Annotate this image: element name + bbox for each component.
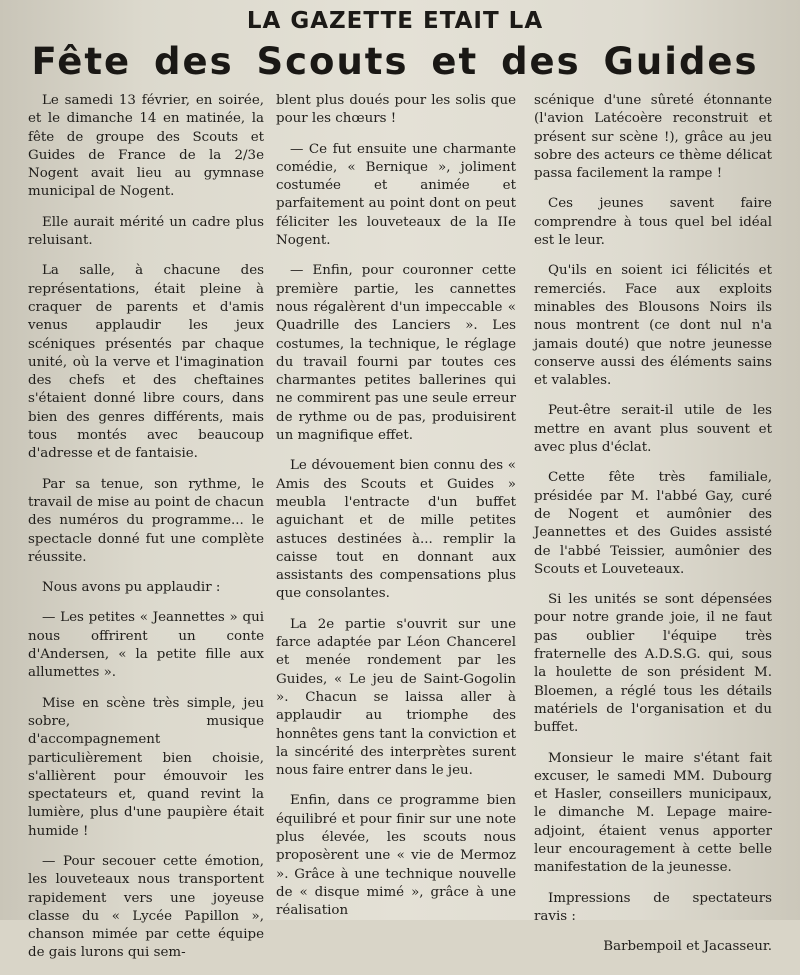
paragraph: — Les petites « Jeannettes » qui nous offrirent un conte d'Andersen, « la petite fille aux allumettes ». xyxy=(28,610,264,681)
article-column-1 xyxy=(28,92,264,975)
paragraph: Cette fête très familiale, présidée par M. l'abbé Gay, curé de Nogent et aumônier des Jeannettes et des Guides assisté de l'abbé Teissier, aumônier des Scouts et Louveteaux. xyxy=(534,470,772,577)
paragraph: Le dévouement bien connu des « Amis des Scouts et Guides » meubla l'entracte d'un buffet aguichant et de mille petites astuces destinées à... remplir la caisse tout en donnant aux assistants des compensations plus que consolantes. xyxy=(276,458,516,602)
paragraph: La 2e partie s'ouvrit sur une farce adaptée par Léon Chancerel et menée rondement par les Guides, « Le jeu de Saint-Gogolin ». Chacun se laissa aller à applaudir au triomphe des honnêtes gens tant la conviction et la sincérité des interprètes surent nous faire entrer dans le jeu. xyxy=(276,616,516,779)
paragraph: Monsieur le maire s'étant fait excuser, le samedi MM. Dubourg et Hasler, conseillers municipaux, le dimanche M. Lepage maire-adjoint, étaient venus apporter leur encouragement à cette belle manifestation de la jeunesse. xyxy=(534,750,772,876)
paragraph: Nous avons pu applaudir : xyxy=(42,580,221,596)
paragraph: Par sa tenue, son rythme, le travail de mise au point de chacun des numéros du programme... le spectacle donné fut une complète réussite. xyxy=(28,476,264,565)
paragraph: Si les unités se sont dépensées pour notre grande joie, il ne faut pas oublier l'équipe très fraternelle des A.D.S.G. qui, sous la houlette de son président M. Bloemen, a réglé tous les détails matériels de l'organisation et du buffet. xyxy=(534,592,772,736)
paragraph: Enfin, dans ce programme bien équilibré et pour finir sur une note plus élevée, les scouts nous proposèrent une « vie de Mermoz ». Grâce à une technique nouvelle de « disque mimé », grâce à une réalisation xyxy=(276,793,516,919)
paragraph: — Pour secouer cette émotion, les louveteaux nous transportent rapidement vers une joyeuse classe du « Lycée Papillon », chanson mimée par cette équipe de gais lurons qui sem- xyxy=(28,853,264,961)
article-headline: Fête des Scouts et des Guides xyxy=(31,40,759,83)
paragraph: scénique d'une sûreté étonnante (l'avion Latécoère reconstruit et présent sur scène !), grâce au jeu sobre des acteurs ce thème délicat passa facilement la rampe ! xyxy=(534,93,772,182)
article-column-2 xyxy=(276,92,516,932)
paragraph: La salle, à chacune des représentations, était pleine à craquer de parents et d'amis venus applaudir les jeux scéniques présentés par chaque unité, où la verve et l'imagination des chefs et des cheftaines s'étaient donné libre cours, dans bien des genres différents, mais tous montés avec beaucoup d'adresse et de fantaisie. xyxy=(28,263,264,462)
paragraph: Impressions de spectateurs ravis : xyxy=(534,890,772,924)
paragraph: Le samedi 13 février, en soirée, et le dimanche 14 en matinée, la fête de groupe des Scouts et Guides de France de la 2/3e Nogent avait lieu au gymnase municipal de Nogent. xyxy=(28,93,264,200)
paragraph: Ces jeunes savent faire comprendre à tous quel bel idéal est le leur. xyxy=(534,196,772,249)
article-column-3 xyxy=(534,92,772,968)
paragraph: Elle aurait mérité un cadre plus reluisant. xyxy=(28,214,264,249)
article-signature: Barbempoil et Jacasseur. xyxy=(603,939,772,955)
paragraph: Mise en scène très simple, jeu sobre, musique d'accompagnement particulièrement bien choisie, s'allièrent pour émouvoir les spectateurs et, quand revint la lumière, plus d'une paupière était humide ! xyxy=(28,695,264,839)
section-kicker: LA GAZETTE ETAIT LA xyxy=(246,8,544,34)
paragraph: — Enfin, pour couronner cette première partie, les cannettes nous régalèrent d'un impeccable « Quadrille des Lanciers ». Les costumes, la technique, le réglage du travail fourni par toutes ces charmantes petites ballerines qui ne commirent pas une seule erreur de rythme ou de pas, produisirent un magnifique effet. xyxy=(276,263,516,444)
paragraph: Peut-être serait-il utile de les mettre en avant plus souvent et avec plus d'éclat. xyxy=(534,403,772,456)
paragraph: blent plus doués pour les solis que pour les chœurs ! xyxy=(276,93,516,127)
paragraph: — Ce fut ensuite une charmante comédie, « Bernique », joliment costumée et animée et parfaitement au point dont on peut féliciter les louveteaux de la IIe Nogent. xyxy=(276,141,516,249)
paragraph: Qu'ils en soient ici félicités et remerciés. Face aux exploits minables des Blousons Noirs ils nous montrent (ce dont nul n'a jamais douté) que notre jeunesse conserve aussi des éléments sains et valables. xyxy=(534,263,772,389)
